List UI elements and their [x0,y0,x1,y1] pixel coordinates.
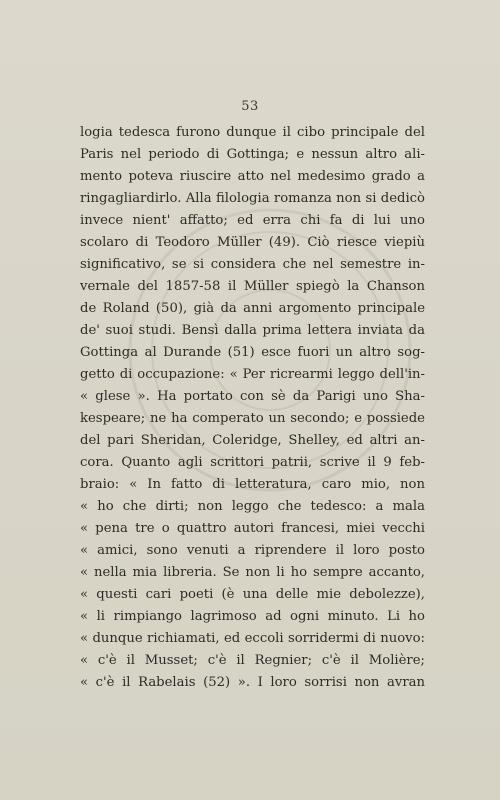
text-line: scolaro di Teodoro Müller (49). Ciò riesce viepiù [80,235,425,250]
text-line: « glese ». Ha portato con sè da Parigi uno Sha- [80,389,425,404]
text-line: invece nient' affatto; ed erra chi fa di lui uno [80,213,425,228]
text-line: de Roland (50), già da anni argomento principale [80,301,425,316]
text-line: « ho che dirti; non leggo che tedesco: a mala [80,499,425,514]
text-line: de' suoi studi. Bensì dalla prima lettera inviata da [80,323,425,338]
text-line: « li rimpiango lagrimoso ad ogni minuto. Li ho [80,609,425,624]
text-line: Paris nel periodo di Gottinga; e nessun altro ali- [80,147,425,162]
body-text [80,122,425,694]
text-line: braio: « In fatto di letteratura, caro mio, non [80,477,425,492]
text-line: kespeare; ne ha comperato un secondo; e possiede [80,411,425,426]
text-line: « c'è il Musset; c'è il Regnier; c'è il Molière; [80,653,425,668]
text-line: getto di occupazione: « Per ricrearmi leggo dell'in- [80,367,425,382]
text-line: Gottinga al Durande (51) esce fuori un altro sog- [80,345,425,360]
text-line: del pari Sheridan, Coleridge, Shelley, ed altri an- [80,433,425,448]
text-line: « c'è il Rabelais (52) ». I loro sorrisi non avran [80,675,425,690]
text-line: logia tedesca furono dunque il cibo principale del [80,125,425,140]
text-line: « questi cari poeti (è una delle mie debolezze), [80,587,425,602]
text-line: « amici, sono venuti a riprendere il loro posto [80,543,425,558]
text-line: cora. Quanto agli scrittori patrii, scrive il 9 feb- [80,455,425,470]
text-line: « nella mia libreria. Se non li ho sempre accanto, [80,565,425,580]
text-line: ringagliardirlo. Alla filologia romanza non si dedicò [80,191,425,206]
text-line: significativo, se si considera che nel semestre in- [80,257,425,272]
text-line: mento poteva riuscire atto nel medesimo grado a [80,169,425,184]
text-line: vernale del 1857-58 il Müller spiegò la Chanson [80,279,425,294]
page-number: 53 [241,99,259,114]
text-line: « pena tre o quattro autori francesi, miei vecchi [80,521,425,536]
text-line: « dunque richiamati, ed eccoli sorridermi di nuovo: [80,631,425,646]
